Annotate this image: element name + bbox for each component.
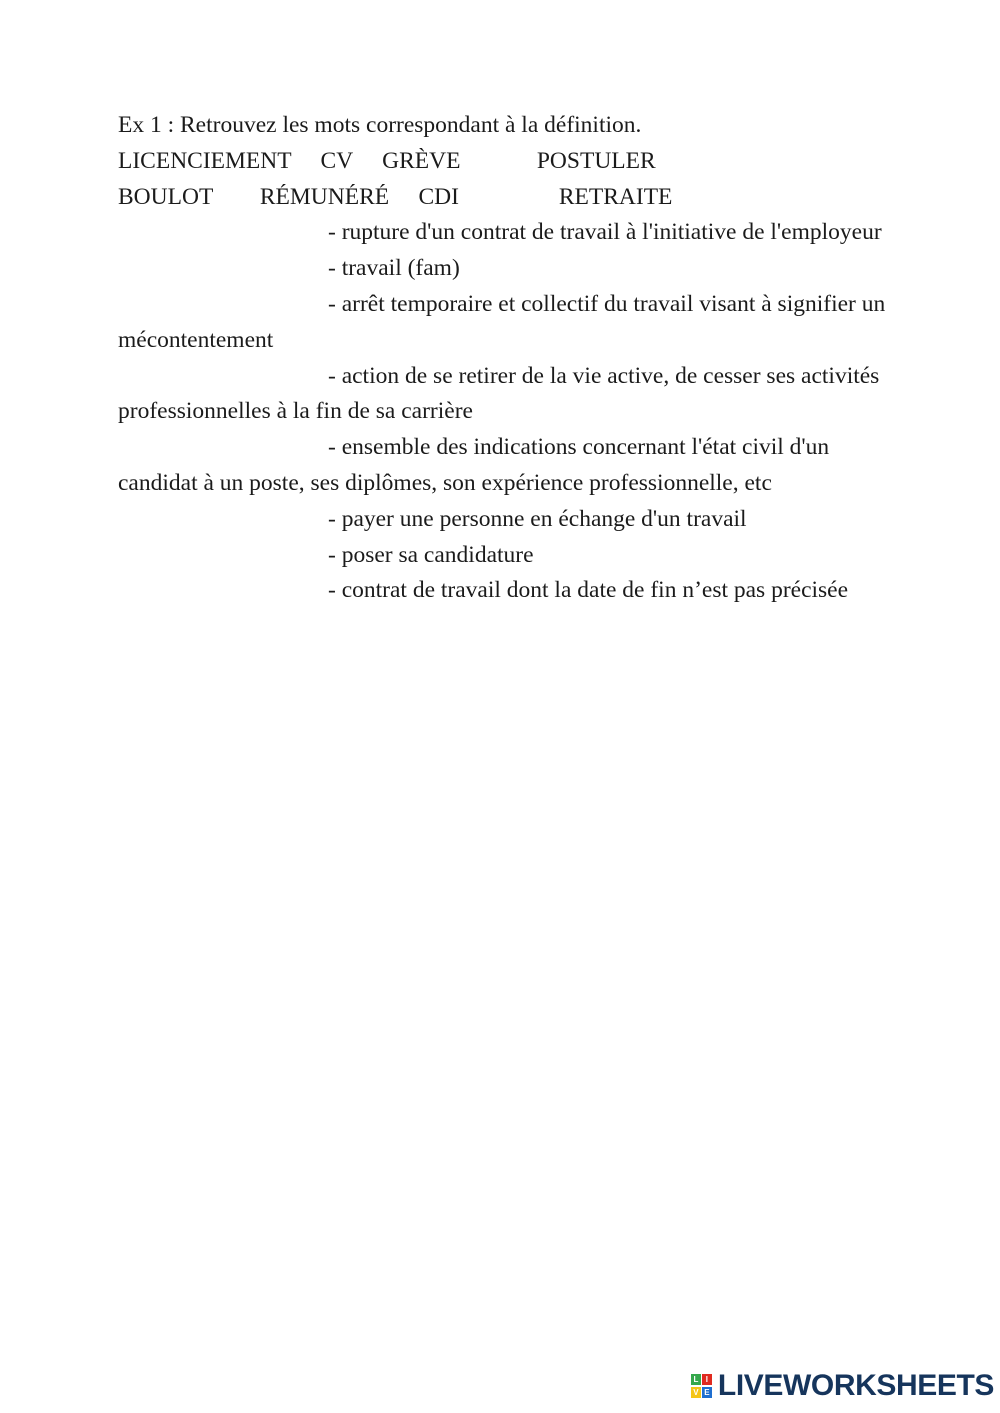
exercise-title: Ex 1 : Retrouvez les mots correspondant à la définition. [118, 112, 642, 138]
definition-item [118, 359, 908, 431]
word-bank-line-1: LICENCIEMENT CV GRÈVE POSTULER [118, 147, 656, 174]
word-bank-line-2: BOULOT RÉMUNÉRÉ CDI RETRAITE [118, 183, 673, 210]
logo-cell-e: E [702, 1387, 712, 1398]
definition-text: - arrêt temporaire et collectif du travail visant à signifier un mécontentement [118, 290, 886, 353]
definition-item [118, 251, 908, 287]
definition-text: - rupture d'un contrat de travail à l'initiative de l'employeur [328, 219, 882, 246]
liveworksheets-logo-icon [691, 1374, 713, 1398]
definition-item [118, 287, 908, 359]
logo-row-bottom [691, 1387, 713, 1398]
definition-item [118, 502, 908, 538]
definition-text: - action de se retirer de la vie active, de cesser ses activités professionnelles à la fin de sa carrière [118, 362, 880, 425]
logo-cell-v: V [691, 1387, 701, 1398]
definition-item [118, 430, 908, 502]
logo-cell-i: I [702, 1374, 712, 1385]
logo-cell-l: L [691, 1374, 701, 1385]
definition-text: - ensemble des indications concernant l'état civil d'un candidat à un poste, ses diplômes, son expérience professionnelle, etc [118, 434, 830, 496]
definition-item [118, 538, 908, 574]
worksheet-content [118, 108, 908, 609]
liveworksheets-branding [691, 1369, 994, 1403]
liveworksheets-wordmark: LIVEWORKSHEETS [717, 1369, 994, 1402]
definition-text: - contrat de travail dont la date de fin n’est pas précisée [328, 577, 849, 604]
definition-text: - payer une personne en échange d'un travail [328, 505, 747, 532]
definition-item [118, 215, 908, 251]
logo-row-top [691, 1374, 713, 1385]
definition-item [118, 573, 908, 609]
definition-text: - travail (fam) [328, 255, 460, 282]
definition-text: - poser sa candidature [328, 541, 534, 568]
